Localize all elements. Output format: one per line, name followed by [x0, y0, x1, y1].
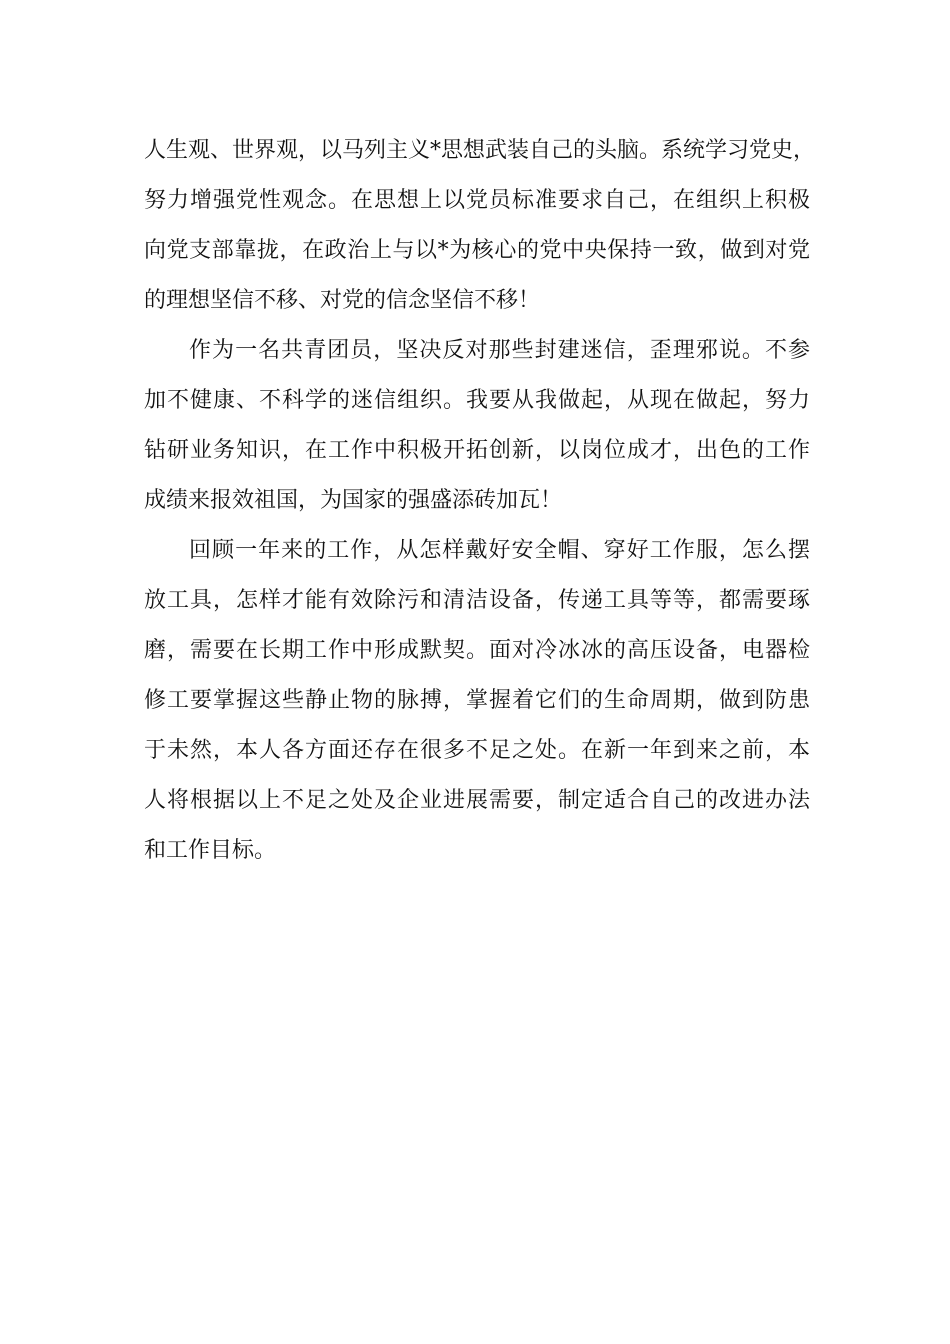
paragraph-1 [144, 126, 816, 326]
document-body [144, 126, 816, 876]
text-line: 的理想坚信不移、对党的信念坚信不移！ [144, 288, 541, 313]
text-line: 人生观、世界观，以马列主义*思想武装自己的头脑。系统学习党史， [144, 138, 816, 163]
text-line: 成绩来报效祖国，为国家的强盛添砖加瓦！ [144, 488, 563, 513]
text-line: 回顾一年来的工作，从怎样戴好安全帽、穿好工作服，怎么摆 [189, 538, 810, 563]
text-line: 放工具，怎样才能有效除污和清洁设备，传递工具等等，都需要琢 [144, 588, 810, 613]
text-line: 向党支部靠拢，在政治上与以*为核心的党中央保持一致，做到对党 [144, 238, 810, 263]
text-line: 加不健康、不科学的迷信组织。我要从我做起，从现在做起，努力 [144, 388, 810, 413]
paragraph-2 [144, 326, 810, 526]
text-line: 和工作目标。 [144, 838, 277, 863]
text-line: 修工要掌握这些静止物的脉搏，掌握着它们的生命周期，做到防患 [144, 688, 810, 713]
text-line: 钻研业务知识，在工作中积极开拓创新，以岗位成才，出色的工作 [144, 438, 810, 463]
text-line: 于未然，本人各方面还存在很多不足之处。在新一年到来之前，本 [144, 738, 810, 763]
paragraph-3 [144, 526, 810, 876]
text-line: 人将根据以上不足之处及企业进展需要，制定适合自己的改进办法 [144, 788, 810, 813]
text-line: 努力增强党性观念。在思想上以党员标准要求自己，在组织上积极 [144, 188, 810, 213]
text-line: 作为一名共青团员，坚决反对那些封建迷信，歪理邪说。不参 [189, 338, 810, 363]
text-line: 磨，需要在长期工作中形成默契。面对冷冰冰的高压设备，电器检 [144, 638, 810, 663]
